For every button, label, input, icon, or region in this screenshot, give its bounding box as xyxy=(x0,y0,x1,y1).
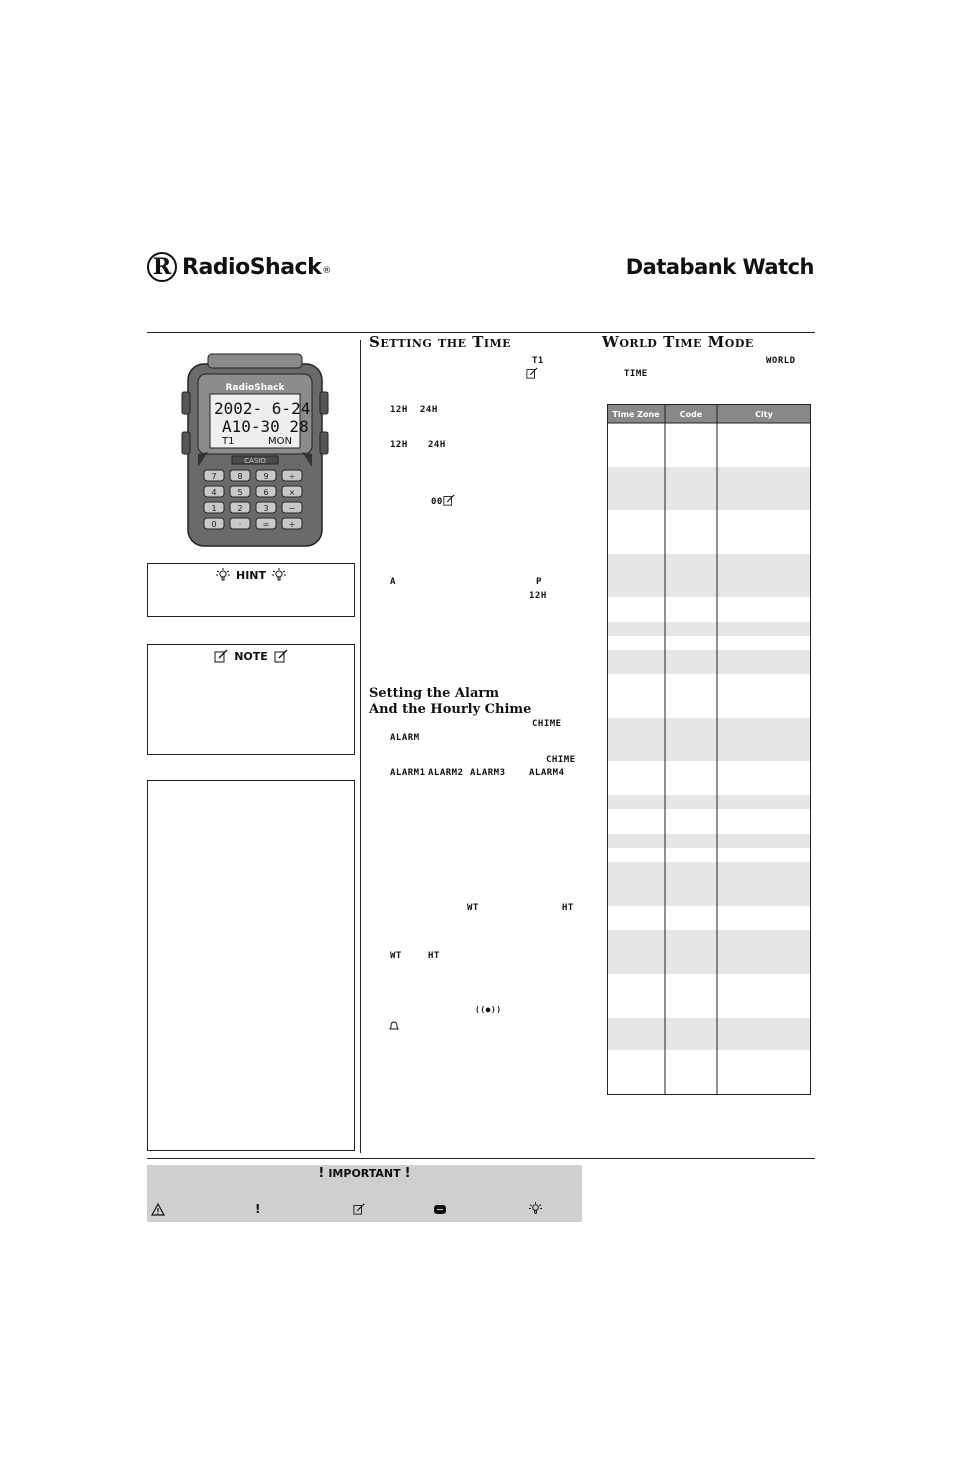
hint-title: HINT xyxy=(235,568,266,582)
lcd-12h: 12H xyxy=(390,440,408,450)
hint-box xyxy=(147,563,355,617)
table-row xyxy=(608,636,810,650)
table-row xyxy=(608,848,810,862)
lcd-ht: HT xyxy=(428,951,440,961)
world-time-heading: World Time Mode xyxy=(602,333,754,351)
note-icon xyxy=(443,494,455,506)
lcd-12h: 12H xyxy=(529,591,547,601)
note-icon xyxy=(214,649,228,663)
note-title: NOTE xyxy=(234,649,268,663)
lcd-p: P xyxy=(536,577,542,587)
note-box xyxy=(147,644,355,755)
warning-icon xyxy=(151,1203,165,1216)
alarm-heading-line2: And the Hourly Chime xyxy=(369,702,532,717)
table-row xyxy=(608,906,810,930)
watch-key-label: 5 xyxy=(237,488,243,497)
lcd-alarm4: ALARM4 xyxy=(529,768,565,778)
lcd-date: 2002- 6-24 xyxy=(214,399,311,418)
lcd-day: MON xyxy=(268,436,292,447)
watch-key-label: 8 xyxy=(237,472,243,481)
lcd-chime: CHIME xyxy=(546,755,576,765)
lcd-chime: CHIME xyxy=(532,719,562,729)
lcd-mode: T1 xyxy=(222,436,235,447)
bell-icon xyxy=(389,1021,399,1031)
lcd-t1: T1 xyxy=(532,356,544,366)
lcd-wt: WT xyxy=(390,951,402,961)
info-box xyxy=(147,780,355,1151)
table-header-city: City xyxy=(755,410,773,419)
lightbulb-icon xyxy=(272,568,286,582)
lcd-alarm3: ALARM3 xyxy=(470,768,506,778)
lcd-time: TIME xyxy=(624,369,648,379)
important-box xyxy=(147,1165,582,1222)
table-row xyxy=(608,423,810,467)
lcd-24h: 24H xyxy=(420,405,438,415)
watch-key-label: · xyxy=(238,520,242,529)
lcd-alarm: ALARM xyxy=(390,733,420,743)
column-divider xyxy=(360,340,361,1153)
table-header-code: Code xyxy=(679,410,703,419)
lcd-24h: 24H xyxy=(428,440,446,450)
lcd-time: A10-30 28 xyxy=(222,417,309,436)
alarm-heading-line1: Setting the Alarm xyxy=(369,686,499,701)
table-row xyxy=(608,554,810,597)
setting-time-heading: Setting the Time xyxy=(369,333,512,351)
watch-key-label: 9 xyxy=(263,472,269,481)
chime-indicator-icon: ((●)) xyxy=(475,1005,502,1014)
table-row xyxy=(608,674,810,718)
table-row xyxy=(608,930,810,974)
lcd-00: 00 xyxy=(431,497,443,507)
brand-name: RadioShack xyxy=(182,254,322,280)
lightbulb-icon xyxy=(529,1202,542,1215)
bottom-rule xyxy=(147,1158,815,1159)
important-title: IMPORTANT xyxy=(328,1167,401,1180)
watch-key-label: 0 xyxy=(211,520,217,529)
lcd-ht: HT xyxy=(562,903,574,913)
watch-key-label: × xyxy=(288,488,296,497)
lcd-wt: WT xyxy=(467,903,479,913)
watch-logo: RadioShack xyxy=(225,383,285,393)
lcd-alarm1: ALARM1 xyxy=(390,768,426,778)
table-row xyxy=(608,467,810,510)
lightbulb-icon xyxy=(216,568,230,582)
document-title: Databank Watch xyxy=(625,255,814,279)
lcd-alarm2: ALARM2 xyxy=(428,768,464,778)
note-icon xyxy=(353,1203,365,1215)
watch-key-label: + xyxy=(288,520,296,529)
table-row xyxy=(608,862,810,906)
watch-illustration xyxy=(180,352,330,552)
lcd-world: WORLD xyxy=(766,356,796,366)
table-header-time-zone: Time Zone xyxy=(612,410,660,419)
battery-icon xyxy=(434,1205,446,1214)
table-row xyxy=(608,1018,810,1050)
table-row xyxy=(608,834,810,848)
table-row xyxy=(608,809,810,834)
table-row xyxy=(608,622,810,636)
watch-key-label: 3 xyxy=(263,504,269,513)
exclaim-icon: ! xyxy=(255,1202,261,1216)
watch-key-label: 7 xyxy=(211,472,217,481)
exclaim-icon: ! xyxy=(404,1166,411,1181)
exclaim-icon: ! xyxy=(318,1166,325,1181)
lcd-a: A xyxy=(390,577,396,587)
table-row xyxy=(608,1050,810,1095)
brand-mark: R xyxy=(147,252,177,282)
table-row xyxy=(608,718,810,761)
watch-key-label: ÷ xyxy=(288,472,296,481)
table-row xyxy=(608,761,810,795)
table-row xyxy=(608,795,810,809)
brand-logo xyxy=(147,252,331,282)
watch-key-label: 2 xyxy=(237,504,243,513)
watch-brand-strip: CASIO xyxy=(244,457,266,465)
table-row xyxy=(608,974,810,1018)
watch-key-label: 6 xyxy=(263,488,269,497)
table-row xyxy=(608,650,810,674)
brand-registered: ® xyxy=(322,266,332,276)
watch-key-label: 1 xyxy=(211,504,217,513)
watch-key-label: − xyxy=(288,504,296,513)
table-row xyxy=(608,597,810,622)
note-icon xyxy=(274,649,288,663)
watch-key-label: 4 xyxy=(211,488,217,497)
time-zone-table xyxy=(607,404,811,1096)
note-icon xyxy=(526,367,538,379)
watch-key-label: = xyxy=(262,520,270,529)
table-row xyxy=(608,510,810,554)
lcd-12h: 12H xyxy=(390,405,408,415)
